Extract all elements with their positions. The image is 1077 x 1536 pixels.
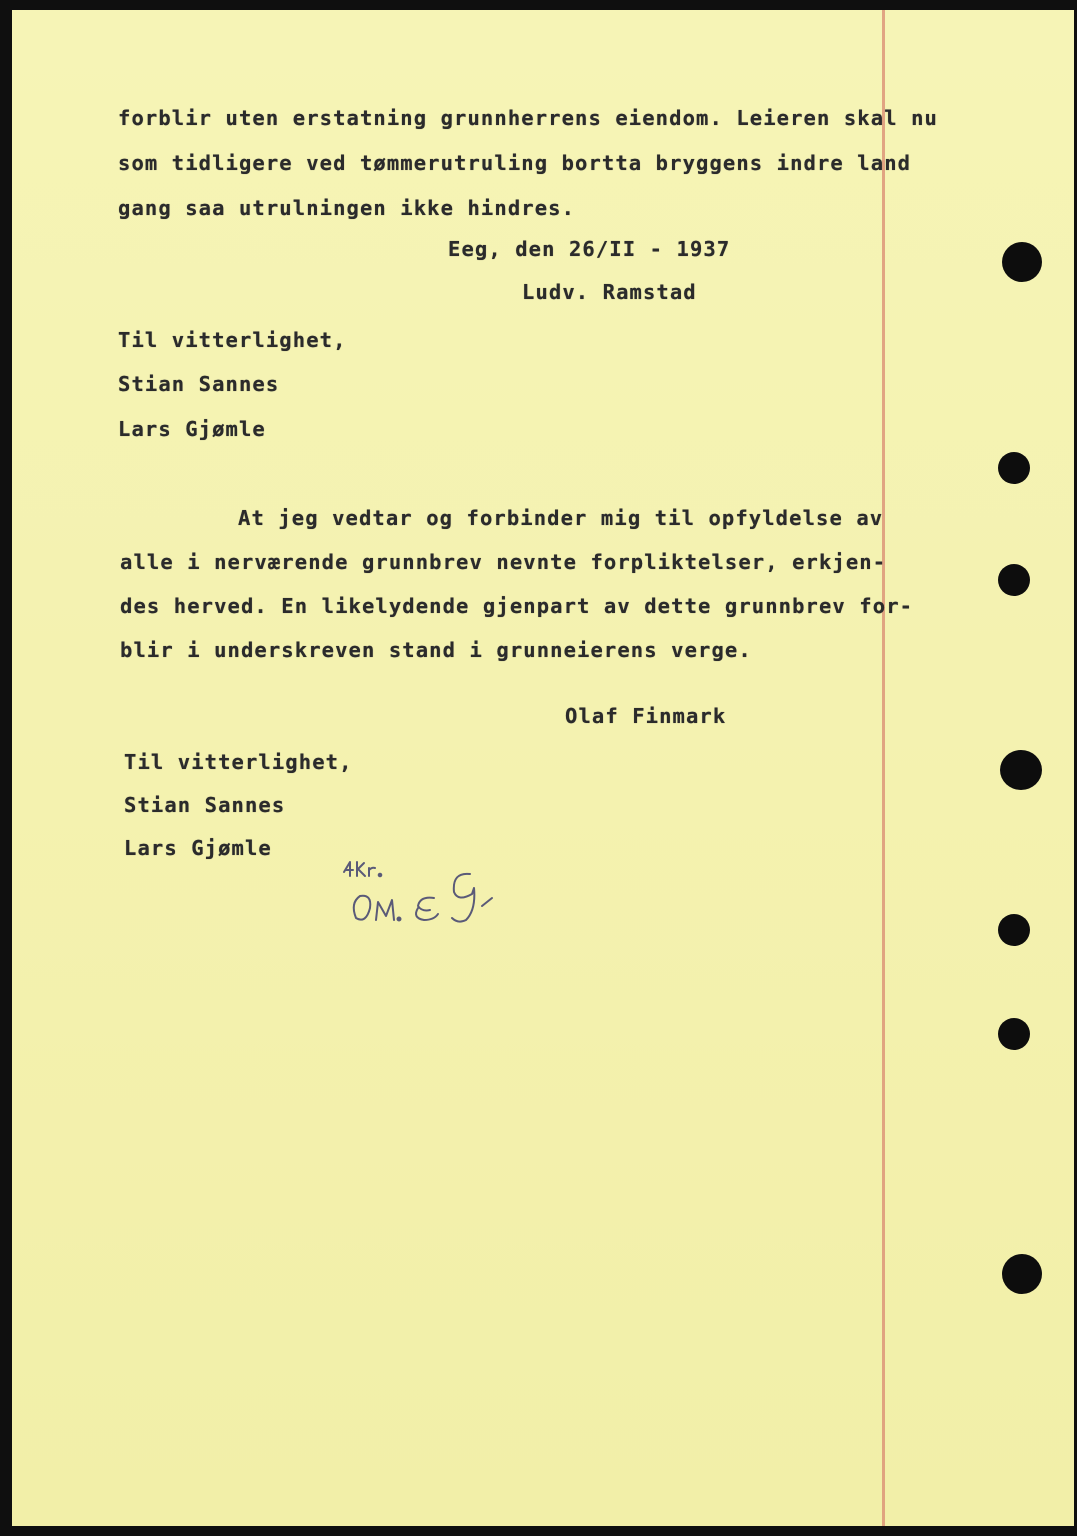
punch-hole-2 <box>998 452 1030 484</box>
punch-hole-7 <box>1002 1254 1042 1294</box>
witness1-name2: Lars Gjømle <box>118 417 266 441</box>
punch-hole-3 <box>998 564 1030 596</box>
paragraph2-line2: alle i nerværende grunnbrev nevnte forpliktelser, erkjen- <box>120 550 887 574</box>
punch-hole-6 <box>998 1018 1030 1050</box>
punch-hole-5 <box>998 914 1030 946</box>
paragraph2-line1: At jeg vedtar og forbinder mig til opfyldelse av <box>238 506 884 530</box>
signature-ramstad: Ludv. Ramstad <box>522 280 697 304</box>
signature-finmark: Olaf Finmark <box>565 704 727 728</box>
document-page <box>12 10 1074 1526</box>
red-margin-line <box>882 10 885 1526</box>
witness-heading-2: Til vitterlighet, <box>124 750 353 774</box>
paragraph2-line3: des herved. En likelydende gjenpart av dette grunnbrev for- <box>120 594 914 618</box>
paragraph1-line1: forblir uten erstatning grunnherrens eiendom. Leieren skal nu <box>118 106 938 130</box>
paragraph2-line4: blir i underskreven stand i grunneierens verge. <box>120 638 752 662</box>
witness2-name1: Stian Sannes <box>124 793 286 817</box>
date-line: Eeg, den 26/II - 1937 <box>448 237 731 261</box>
punch-hole-1 <box>1002 242 1042 282</box>
paragraph1-line2: som tidligere ved tømmerutruling bortta bryggens indre land <box>118 151 912 175</box>
punch-hole-4 <box>1000 750 1042 790</box>
handwritten-annotation <box>342 858 522 928</box>
witness-heading-1: Til vitterlighet, <box>118 328 347 352</box>
witness1-name1: Stian Sannes <box>118 372 280 396</box>
witness2-name2: Lars Gjømle <box>124 836 272 860</box>
paragraph1-line3: gang saa utrulningen ikke hindres. <box>118 196 576 220</box>
